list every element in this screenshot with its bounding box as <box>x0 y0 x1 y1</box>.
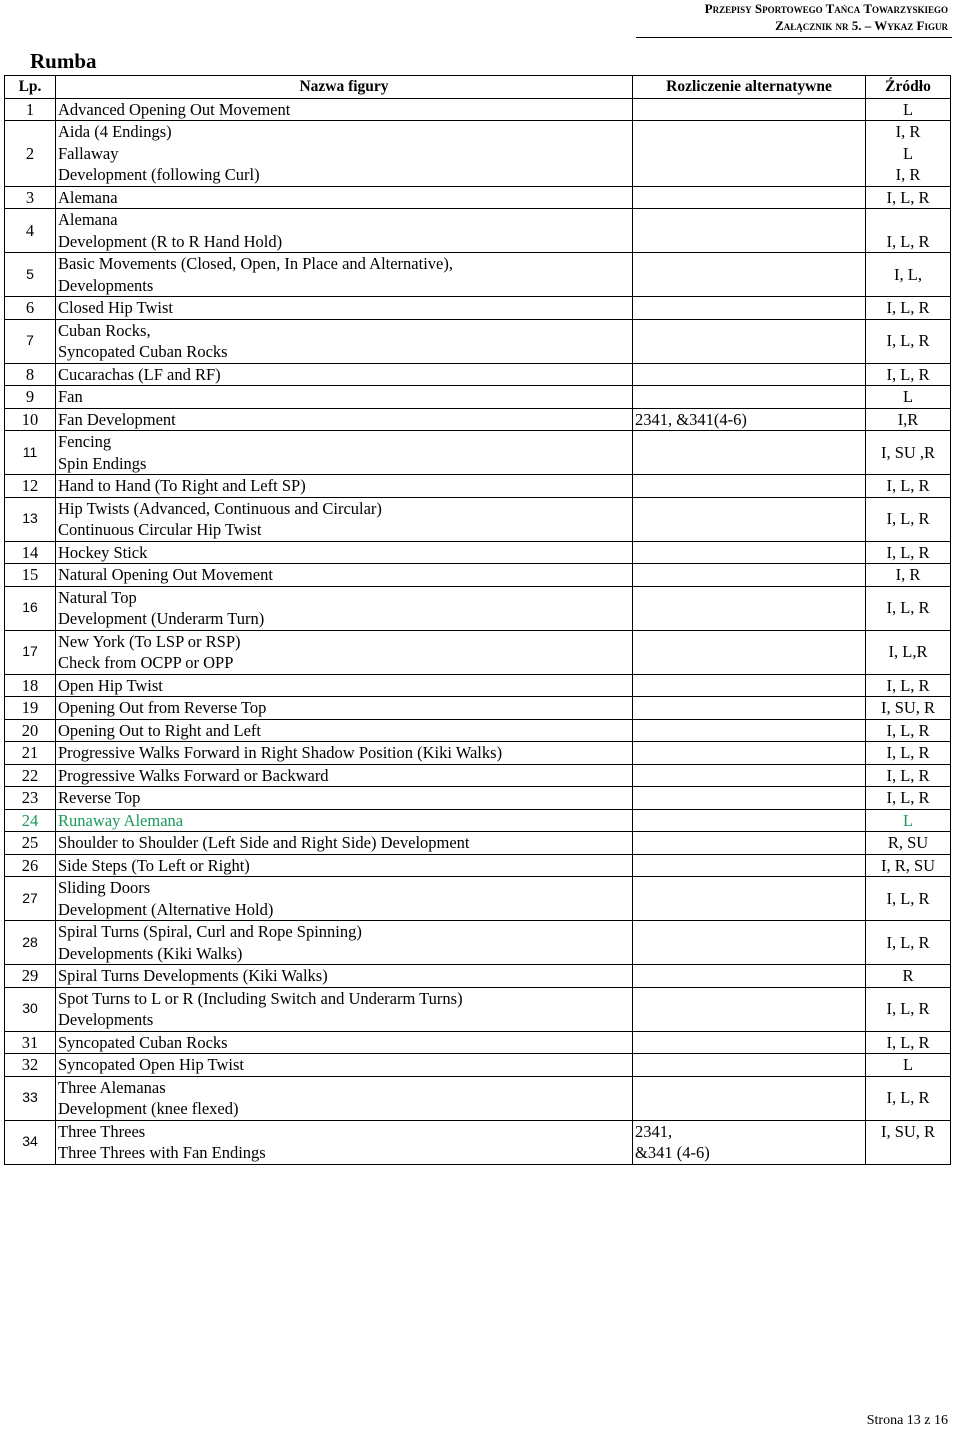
figure-name <box>56 877 633 921</box>
alt-count-line: &341 (4-6) <box>635 1143 710 1162</box>
row-number: 23 <box>5 787 56 810</box>
table-row <box>5 121 951 187</box>
figure-name-line: New York (To LSP or RSP) <box>58 631 241 651</box>
figure-name <box>56 186 633 209</box>
row-number: 13 <box>5 497 56 541</box>
row-number: 27 <box>5 877 56 921</box>
alt-count <box>633 965 866 988</box>
figure-name-line: Progressive Walks Forward or Backward <box>58 765 329 785</box>
alt-count <box>633 1054 866 1077</box>
alt-count <box>633 253 866 297</box>
row-number: 4 <box>5 209 56 253</box>
row-number: 17 <box>5 630 56 674</box>
source-line: I, L, R <box>886 888 930 908</box>
source-line: I, L, R <box>886 765 930 785</box>
source <box>866 1031 951 1054</box>
col-header-number: Lp. <box>5 76 56 99</box>
table-row <box>5 564 951 587</box>
figure-name-line: Three Threes with Fan Endings <box>58 1143 266 1162</box>
figure-name-line: Syncopated Cuban Rocks <box>58 1032 228 1052</box>
source-line: I, SU ,R <box>880 442 936 462</box>
figure-name-line: Continuous Circular Hip Twist <box>58 520 262 539</box>
table-row <box>5 965 951 988</box>
figure-name <box>56 832 633 855</box>
row-number: 29 <box>5 965 56 988</box>
figure-name-line: Natural Opening Out Movement <box>58 565 273 584</box>
alt-count <box>633 386 866 409</box>
alt-count <box>633 431 866 475</box>
figure-name-line: Syncopated Cuban Rocks <box>58 342 228 361</box>
source-line: R, SU <box>887 833 929 852</box>
row-number: 18 <box>5 674 56 697</box>
table-row <box>5 386 951 409</box>
row-number: 10 <box>5 408 56 431</box>
source-line: I, L, R <box>886 1088 930 1108</box>
row-number: 15 <box>5 564 56 587</box>
row-number: 16 <box>5 586 56 630</box>
source-line: R <box>902 966 914 985</box>
source <box>866 674 951 697</box>
alt-count <box>633 787 866 810</box>
table-row <box>5 297 951 320</box>
figure-name-line: Reverse Top <box>58 788 141 807</box>
table-row <box>5 630 951 674</box>
header-rule <box>636 37 952 38</box>
page-header <box>705 0 948 34</box>
source <box>866 497 951 541</box>
figure-name <box>56 809 633 832</box>
source <box>866 854 951 877</box>
figure-name-line: Development (knee flexed) <box>58 1099 239 1118</box>
table-row <box>5 1076 951 1120</box>
table-row <box>5 987 951 1031</box>
figure-name-line: Spiral Turns (Spiral, Curl and Rope Spinning) <box>58 922 362 941</box>
source-line: I, L, R <box>886 187 930 207</box>
figure-name <box>56 630 633 674</box>
col-header-alt-count: Rozliczenie alternatywne <box>633 76 866 99</box>
source-line: I, R <box>895 122 921 141</box>
source-line: I, L, R <box>886 743 930 762</box>
figure-name-line: Aida (4 Endings) <box>58 122 172 141</box>
figure-name <box>56 742 633 765</box>
figure-name-line: Side Steps (To Left or Right) <box>58 855 250 875</box>
figure-name-line: Runaway Alemana <box>58 810 184 830</box>
source <box>866 386 951 409</box>
alt-count <box>633 363 866 386</box>
row-number: 22 <box>5 764 56 787</box>
figure-name-line: Spot Turns to L or R (Including Switch and Underarm Turns) <box>58 988 463 1008</box>
alt-count <box>633 832 866 855</box>
source <box>866 719 951 742</box>
table-row <box>5 719 951 742</box>
figure-name <box>56 431 633 475</box>
source <box>866 98 951 121</box>
figure-name-line: Sliding Doors <box>58 878 151 897</box>
alt-count <box>633 186 866 209</box>
table-row <box>5 697 951 720</box>
figure-name <box>56 98 633 121</box>
page-number: Strona 13 z 16 <box>866 1413 948 1428</box>
source <box>866 297 951 320</box>
source <box>866 431 951 475</box>
figure-name <box>56 1076 633 1120</box>
source-line: I, L,R <box>888 642 928 662</box>
source <box>866 764 951 787</box>
alt-count <box>633 809 866 832</box>
source-line: I, L, R <box>886 509 930 529</box>
table-row <box>5 253 951 297</box>
table-row <box>5 541 951 564</box>
figure-name-line: Syncopated Open Hip Twist <box>58 1055 244 1074</box>
source-line: L <box>902 387 914 406</box>
source <box>866 921 951 965</box>
figure-name-line: Fallaway <box>58 143 119 163</box>
source-line: I, L, <box>894 264 922 284</box>
figure-name <box>56 297 633 320</box>
figure-name-line: Development (Alternative Hold) <box>58 899 274 919</box>
alt-count <box>633 987 866 1031</box>
figure-name <box>56 1054 633 1077</box>
alt-count <box>633 475 866 498</box>
alt-count <box>633 564 866 587</box>
alt-count <box>633 98 866 121</box>
source <box>866 253 951 297</box>
source <box>866 319 951 363</box>
figure-name-line: Hockey Stick <box>58 542 148 562</box>
table-header-row <box>5 76 951 99</box>
row-number: 6 <box>5 297 56 320</box>
alt-count <box>633 630 866 674</box>
figure-name-line: Hip Twists (Advanced, Continuous and Circular) <box>58 498 382 518</box>
row-number: 5 <box>5 253 56 297</box>
figure-name-line: Cuban Rocks, <box>58 320 151 340</box>
figure-name-line: Development (R to R Hand Hold) <box>58 231 283 251</box>
table-row <box>5 1120 951 1164</box>
alt-count <box>633 1076 866 1120</box>
source <box>866 787 951 810</box>
source <box>866 877 951 921</box>
row-number: 30 <box>5 987 56 1031</box>
figure-name-line: Three Alemanas <box>58 1077 166 1097</box>
alt-count <box>633 719 866 742</box>
source <box>866 832 951 855</box>
table-row <box>5 1054 951 1077</box>
row-number: 21 <box>5 742 56 765</box>
source-line: I, L, R <box>886 542 930 562</box>
figure-name <box>56 719 633 742</box>
figure-name <box>56 386 633 409</box>
figure-name-line: Cucarachas (LF and RF) <box>58 364 221 384</box>
source <box>866 1120 951 1164</box>
table-row <box>5 431 951 475</box>
alt-count <box>633 408 866 431</box>
figure-name <box>56 319 633 363</box>
figure-name <box>56 1031 633 1054</box>
figure-name <box>56 987 633 1031</box>
table-row <box>5 209 951 253</box>
figure-name <box>56 1120 633 1164</box>
figure-name <box>56 921 633 965</box>
header-subtitle: Załącznik nr 5. – Wykaz Figur <box>775 18 948 33</box>
source-line: I, L, R <box>886 720 930 740</box>
figure-name-line: Alemana <box>58 210 118 229</box>
table-row <box>5 1031 951 1054</box>
row-number: 24 <box>5 809 56 832</box>
source-line: L <box>902 143 914 163</box>
figure-name-line: Fan Development <box>58 409 176 429</box>
table-row <box>5 408 951 431</box>
row-number: 32 <box>5 1054 56 1077</box>
col-header-source: Źródło <box>866 76 951 99</box>
figure-name-line: Progressive Walks Forward in Right Shadow Position (Kiki Walks) <box>58 743 503 762</box>
alt-count <box>633 541 866 564</box>
row-number: 11 <box>5 431 56 475</box>
figure-name-line: Fan <box>58 387 83 406</box>
figure-name <box>56 121 633 187</box>
row-number: 33 <box>5 1076 56 1120</box>
header-title: Przepisy Sportowego Tańca Towarzyskiego <box>704 1 948 16</box>
table-body <box>5 98 951 1164</box>
table-row <box>5 586 951 630</box>
figure-name-line: Spiral Turns Developments (Kiki Walks) <box>58 966 328 985</box>
alt-count <box>633 921 866 965</box>
figure-name <box>56 253 633 297</box>
alt-count <box>633 877 866 921</box>
table-row <box>5 809 951 832</box>
table-row <box>5 764 951 787</box>
section-title: Rumba <box>30 49 97 73</box>
source <box>866 809 951 832</box>
source-line: I, L, R <box>886 298 930 317</box>
figure-name <box>56 363 633 386</box>
alt-count <box>633 319 866 363</box>
row-number: 28 <box>5 921 56 965</box>
alt-count-line: 2341, <box>635 1121 673 1141</box>
source <box>866 363 951 386</box>
figure-name <box>56 564 633 587</box>
row-number: 2 <box>5 121 56 187</box>
alt-count <box>633 121 866 187</box>
figures-table <box>4 75 951 1165</box>
row-number: 14 <box>5 541 56 564</box>
alt-count <box>633 209 866 253</box>
source-line: L <box>902 1055 914 1074</box>
table-row <box>5 363 951 386</box>
row-number: 1 <box>5 98 56 121</box>
figure-name <box>56 674 633 697</box>
source-line: L <box>902 99 914 119</box>
alt-count <box>633 1120 866 1164</box>
figure-name <box>56 854 633 877</box>
source-line: I, L, R <box>886 675 930 695</box>
source <box>866 965 951 988</box>
figure-name <box>56 586 633 630</box>
source-line: I, L, R <box>886 364 930 384</box>
row-number: 19 <box>5 697 56 720</box>
figure-name-line: Hand to Hand (To Right and Left SP) <box>58 476 306 495</box>
row-number: 8 <box>5 363 56 386</box>
figure-name-line: Advanced Opening Out Movement <box>58 99 291 119</box>
source <box>866 186 951 209</box>
source <box>866 742 951 765</box>
source <box>866 121 951 187</box>
alt-count <box>633 697 866 720</box>
figure-name <box>56 697 633 720</box>
row-number: 25 <box>5 832 56 855</box>
table-row <box>5 877 951 921</box>
alt-count <box>633 497 866 541</box>
table-row <box>5 921 951 965</box>
figure-name <box>56 787 633 810</box>
figure-name <box>56 209 633 253</box>
figure-name <box>56 475 633 498</box>
figure-name <box>56 965 633 988</box>
alt-count <box>633 1031 866 1054</box>
figure-name-line: Basic Movements (Closed, Open, In Place and Alternative), <box>58 254 453 273</box>
row-number: 34 <box>5 1120 56 1164</box>
figure-name-line: Opening Out to Right and Left <box>58 720 262 740</box>
source-line: I, L, R <box>886 331 930 351</box>
figure-name-line: Developments <box>58 1010 154 1029</box>
table-row <box>5 186 951 209</box>
table-row <box>5 674 951 697</box>
row-number: 12 <box>5 475 56 498</box>
alt-count <box>633 854 866 877</box>
source <box>866 408 951 431</box>
figure-name <box>56 408 633 431</box>
table-row <box>5 832 951 855</box>
alt-count <box>633 674 866 697</box>
figure-name-line: Fencing <box>58 432 112 451</box>
source <box>866 586 951 630</box>
source <box>866 541 951 564</box>
figure-name-line: Developments <box>58 275 154 295</box>
row-number: 9 <box>5 386 56 409</box>
figure-name-line: Check from OCPP or OPP <box>58 653 234 672</box>
row-number: 3 <box>5 186 56 209</box>
alt-count <box>633 742 866 765</box>
alt-count <box>633 297 866 320</box>
figure-name-line: Development (following Curl) <box>58 165 260 184</box>
source-line: I,R <box>897 409 919 429</box>
source-line: I, L, R <box>886 231 930 251</box>
source <box>866 630 951 674</box>
source <box>866 697 951 720</box>
alt-count-line: 2341, &341(4-6) <box>635 409 747 429</box>
source-line: L <box>902 810 914 830</box>
source-line: I, R <box>895 565 921 584</box>
source <box>866 1054 951 1077</box>
source-line: I, L, R <box>886 932 930 952</box>
table-row <box>5 98 951 121</box>
table-row <box>5 787 951 810</box>
figure-name-line: Development (Underarm Turn) <box>58 609 265 628</box>
row-number: 31 <box>5 1031 56 1054</box>
figure-name <box>56 764 633 787</box>
figure-name-line: Alemana <box>58 187 118 207</box>
alt-count <box>633 764 866 787</box>
figure-name-line: Natural Top <box>58 587 137 607</box>
row-number: 7 <box>5 319 56 363</box>
source <box>866 475 951 498</box>
source-line: I, L, R <box>886 999 930 1019</box>
alt-count <box>633 586 866 630</box>
table-row <box>5 854 951 877</box>
table-row <box>5 475 951 498</box>
source-line: I, R <box>895 165 921 184</box>
source-line: I, SU, R <box>880 1121 936 1141</box>
source-line: I, SU, R <box>880 698 936 717</box>
col-header-name: Nazwa figury <box>56 76 633 99</box>
figure-name-line: Spin Endings <box>58 453 147 473</box>
figure-name-line: Shoulder to Shoulder (Left Side and Right Side) Development <box>58 833 470 852</box>
figure-name <box>56 497 633 541</box>
source <box>866 209 951 253</box>
table-row <box>5 319 951 363</box>
table-row <box>5 497 951 541</box>
figure-name-line: Three Threes <box>58 1121 146 1141</box>
figure-name-line: Developments (Kiki Walks) <box>58 943 243 963</box>
source-line: I, L, R <box>886 598 930 618</box>
row-number: 20 <box>5 719 56 742</box>
figure-name-line: Opening Out from Reverse Top <box>58 698 267 717</box>
source <box>866 564 951 587</box>
figure-name-line: Closed Hip Twist <box>58 298 173 317</box>
row-number: 26 <box>5 854 56 877</box>
source-line: I, L, R <box>886 788 930 807</box>
source <box>866 1076 951 1120</box>
source-line: I, L, R <box>886 1032 930 1052</box>
figure-name <box>56 541 633 564</box>
figure-name-line: Open Hip Twist <box>58 675 163 695</box>
table-row <box>5 742 951 765</box>
source-line: I, L, R <box>886 476 930 495</box>
source <box>866 987 951 1031</box>
source-line: I, R, SU <box>880 855 936 875</box>
